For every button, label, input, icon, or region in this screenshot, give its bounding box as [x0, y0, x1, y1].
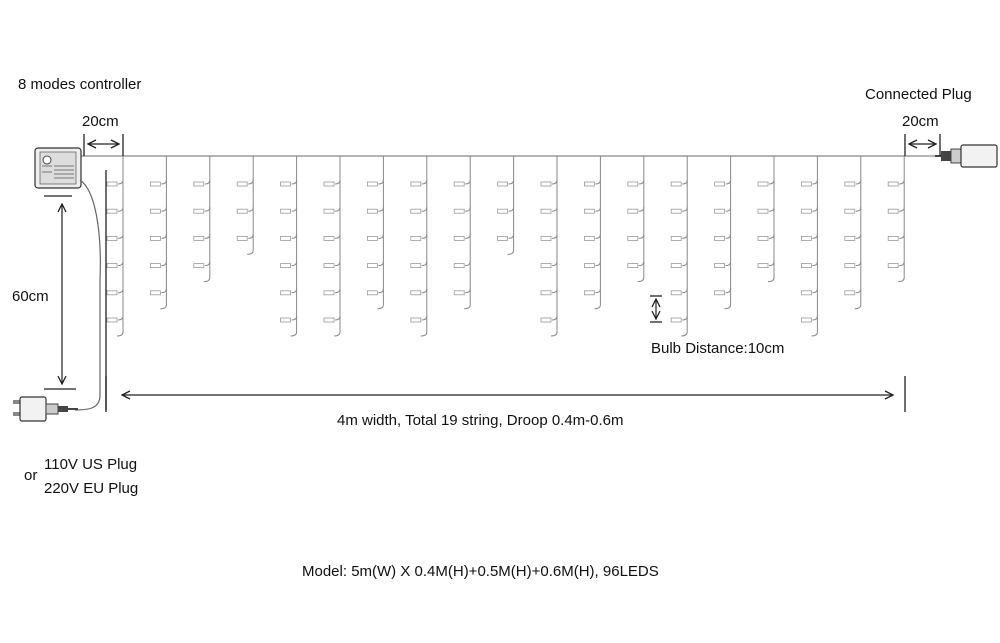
- bulb-connector: [726, 180, 731, 184]
- bulb-connector: [682, 207, 687, 211]
- led-bulb: [150, 264, 160, 268]
- led-bulb: [411, 236, 421, 240]
- led-bulb: [845, 264, 855, 268]
- bulb-connector: [726, 289, 731, 293]
- bulb-connector: [812, 262, 817, 266]
- strand-wire: [638, 156, 644, 282]
- led-bulb: [281, 236, 291, 240]
- bulb-connector: [378, 180, 383, 184]
- led-bulb: [411, 318, 421, 322]
- led-bulb: [541, 236, 551, 240]
- bulb-connector: [682, 262, 687, 266]
- led-bulb: [801, 291, 811, 295]
- light-strand: [411, 156, 427, 336]
- led-bulb: [498, 182, 508, 186]
- bulb-connector: [161, 180, 166, 184]
- bulb-connector: [248, 207, 253, 211]
- led-bulb: [541, 291, 551, 295]
- led-bulb: [584, 264, 594, 268]
- bulb-connector: [639, 180, 644, 184]
- led-bulb: [324, 236, 334, 240]
- bulb-connector: [899, 180, 904, 184]
- led-bulb: [671, 182, 681, 186]
- bulb-connector: [292, 180, 297, 184]
- led-bulb: [411, 209, 421, 213]
- bulb-connector: [292, 316, 297, 320]
- bulb-connector: [118, 316, 123, 320]
- bulb-connector: [552, 180, 557, 184]
- bulb-connector: [378, 234, 383, 238]
- bulb-connector: [292, 262, 297, 266]
- bulb-connector: [378, 207, 383, 211]
- led-bulb: [194, 264, 204, 268]
- light-strand: [541, 156, 557, 336]
- strand-wire: [204, 156, 210, 282]
- bulb-connector: [248, 234, 253, 238]
- led-bulb: [801, 182, 811, 186]
- bulb-connector: [856, 289, 861, 293]
- led-bulb: [801, 318, 811, 322]
- bulb-connector: [595, 289, 600, 293]
- bulb-connector: [682, 289, 687, 293]
- bulb-connector: [509, 207, 514, 211]
- strand-wire: [464, 156, 470, 309]
- light-strand: [628, 156, 644, 282]
- bulb-connector: [205, 207, 210, 211]
- bulb-connector: [118, 180, 123, 184]
- led-bulb: [498, 209, 508, 213]
- led-bulb: [367, 209, 377, 213]
- strand-wire: [768, 156, 774, 282]
- led-bulb: [454, 182, 464, 186]
- led-bulb: [237, 182, 247, 186]
- bulb-connector: [639, 207, 644, 211]
- strand-wire: [377, 156, 383, 309]
- led-bulb: [715, 209, 725, 213]
- bulb-connector: [552, 289, 557, 293]
- mains-plug-icon: [13, 397, 78, 421]
- led-bulb: [715, 291, 725, 295]
- led-bulb: [801, 236, 811, 240]
- led-bulb: [888, 182, 898, 186]
- led-bulb: [888, 209, 898, 213]
- led-bulb: [671, 236, 681, 240]
- bulb-connector: [595, 234, 600, 238]
- bulb-connector: [378, 289, 383, 293]
- bulb-connector: [335, 207, 340, 211]
- led-bulb: [454, 209, 464, 213]
- led-bulb: [107, 209, 117, 213]
- led-bulb: [541, 318, 551, 322]
- bulb-connector: [856, 234, 861, 238]
- bulb-connector: [899, 234, 904, 238]
- led-bulb: [584, 209, 594, 213]
- bulb-connector: [161, 207, 166, 211]
- bulb-connector: [292, 234, 297, 238]
- bulb-connector: [118, 289, 123, 293]
- led-bulb: [281, 291, 291, 295]
- led-bulb: [541, 182, 551, 186]
- bulb-connector: [248, 180, 253, 184]
- bulb-connector: [899, 262, 904, 266]
- bulb-connector: [812, 316, 817, 320]
- led-bulb: [411, 182, 421, 186]
- bulb-connector: [812, 289, 817, 293]
- bulb-connector: [595, 207, 600, 211]
- light-strand: [758, 156, 774, 282]
- led-bulb: [150, 236, 160, 240]
- light-strand: [324, 156, 340, 336]
- led-bulb: [758, 264, 768, 268]
- bulb-connector: [118, 234, 123, 238]
- led-bulb: [194, 182, 204, 186]
- left-spacing-label: 20cm: [82, 113, 119, 130]
- led-bulb: [628, 209, 638, 213]
- led-bulb: [454, 291, 464, 295]
- bulb-connector: [509, 180, 514, 184]
- light-strand: [150, 156, 166, 309]
- bulb-connector: [595, 262, 600, 266]
- light-strand: [498, 156, 514, 254]
- bulb-connector: [726, 207, 731, 211]
- led-bulb: [281, 318, 291, 322]
- light-strand: [454, 156, 470, 309]
- bulb-connector: [509, 234, 514, 238]
- led-bulb: [454, 264, 464, 268]
- strand-wire: [160, 156, 166, 309]
- bulb-connector: [335, 234, 340, 238]
- led-bulb: [107, 182, 117, 186]
- led-bulb: [584, 291, 594, 295]
- led-bulb: [324, 318, 334, 322]
- left-spacing-dimension: [84, 134, 123, 156]
- bulb-connector: [899, 207, 904, 211]
- bulb-connector: [161, 262, 166, 266]
- led-bulb: [888, 236, 898, 240]
- eu-plug-label: 220V EU Plug: [44, 480, 139, 497]
- bulb-connector: [769, 234, 774, 238]
- bulb-connector: [335, 316, 340, 320]
- bulb-connector: [378, 262, 383, 266]
- bulb-connector: [118, 207, 123, 211]
- led-bulb: [845, 291, 855, 295]
- bulb-connector: [465, 207, 470, 211]
- right-spacing-label: 20cm: [902, 113, 939, 130]
- bulb-connector: [856, 262, 861, 266]
- led-bulb: [411, 291, 421, 295]
- strand-wire: [247, 156, 253, 254]
- power-lead-wire: [75, 180, 100, 410]
- bulb-connector: [422, 234, 427, 238]
- bulb-connector: [422, 180, 427, 184]
- bulb-connector: [769, 180, 774, 184]
- led-bulb: [281, 264, 291, 268]
- led-bulb: [671, 291, 681, 295]
- bulb-connector: [639, 262, 644, 266]
- led-bulb: [628, 182, 638, 186]
- bulb-connector: [422, 207, 427, 211]
- us-plug-label: 110V US Plug: [44, 456, 138, 473]
- led-bulb: [367, 182, 377, 186]
- led-bulb: [150, 291, 160, 295]
- bulb-connector: [812, 207, 817, 211]
- led-bulb: [194, 209, 204, 213]
- model-label: Model: 5m(W) X 0.4M(H)+0.5M(H)+0.6M(H), 96LEDS: [302, 563, 659, 580]
- plug-or-label: or: [24, 467, 38, 484]
- controller-box-icon: [35, 148, 81, 188]
- light-strand: [845, 156, 861, 309]
- light-strand: [888, 156, 904, 282]
- light-strand: [107, 156, 123, 336]
- bulb-connector: [682, 180, 687, 184]
- bulb-connector: [335, 262, 340, 266]
- lead-length-label: 60cm: [12, 288, 49, 305]
- led-bulb: [237, 236, 247, 240]
- light-strand: [194, 156, 210, 282]
- bulb-connector: [292, 289, 297, 293]
- led-bulb: [845, 209, 855, 213]
- light-strand: [584, 156, 600, 309]
- bulb-distance-dimension: [650, 296, 662, 322]
- led-bulb: [324, 209, 334, 213]
- bulb-connector: [812, 234, 817, 238]
- led-bulb: [715, 236, 725, 240]
- right-spacing-dimension: [905, 134, 940, 156]
- bulb-connector: [292, 207, 297, 211]
- led-bulb: [150, 209, 160, 213]
- bulb-connector: [465, 262, 470, 266]
- led-bulb: [758, 236, 768, 240]
- led-bulb: [628, 264, 638, 268]
- bulb-connector: [335, 180, 340, 184]
- led-bulb: [324, 264, 334, 268]
- bulb-connector: [552, 262, 557, 266]
- light-strands: [107, 156, 904, 336]
- connected-plug-label: Connected Plug: [865, 86, 972, 103]
- bulb-connector: [422, 289, 427, 293]
- led-bulb: [758, 209, 768, 213]
- led-bulb: [498, 236, 508, 240]
- bulb-connector: [769, 262, 774, 266]
- bulb-connector: [161, 234, 166, 238]
- bulb-connector: [769, 207, 774, 211]
- led-bulb: [584, 236, 594, 240]
- led-bulb: [367, 264, 377, 268]
- bulb-connector: [161, 289, 166, 293]
- strand-wire: [855, 156, 861, 309]
- controller-label: 8 modes controller: [18, 76, 142, 93]
- strand-wire: [725, 156, 731, 309]
- led-bulb: [715, 182, 725, 186]
- led-bulb: [715, 264, 725, 268]
- bulb-connector: [465, 180, 470, 184]
- bulb-connector: [118, 262, 123, 266]
- led-bulb: [541, 264, 551, 268]
- light-strand: [281, 156, 297, 336]
- led-bulb: [845, 236, 855, 240]
- bulb-connector: [812, 180, 817, 184]
- led-bulb: [454, 236, 464, 240]
- light-strand: [367, 156, 383, 309]
- led-bulb: [801, 264, 811, 268]
- led-bulb: [888, 264, 898, 268]
- bulb-connector: [856, 180, 861, 184]
- led-bulb: [541, 209, 551, 213]
- bulb-distance-label: Bulb Distance:10cm: [651, 340, 785, 357]
- light-strand: [237, 156, 253, 254]
- width-dimension: [106, 376, 905, 412]
- light-strand: [671, 156, 687, 336]
- led-bulb: [671, 209, 681, 213]
- led-bulb: [194, 236, 204, 240]
- led-bulb: [324, 291, 334, 295]
- bulb-connector: [682, 234, 687, 238]
- bulb-connector: [856, 207, 861, 211]
- led-bulb: [367, 236, 377, 240]
- led-bulb: [671, 318, 681, 322]
- led-bulb: [801, 209, 811, 213]
- led-bulb: [150, 182, 160, 186]
- led-bulb: [324, 182, 334, 186]
- bulb-connector: [422, 316, 427, 320]
- led-bulb: [281, 182, 291, 186]
- led-bulb: [367, 291, 377, 295]
- bulb-connector: [335, 289, 340, 293]
- bulb-connector: [639, 234, 644, 238]
- strand-wire: [898, 156, 904, 282]
- led-bulb: [281, 209, 291, 213]
- bulb-connector: [726, 262, 731, 266]
- led-bulb: [758, 182, 768, 186]
- width-summary-label: 4m width, Total 19 string, Droop 0.4m-0.6m: [337, 412, 624, 429]
- strand-wire: [594, 156, 600, 309]
- led-bulb: [845, 182, 855, 186]
- led-bulb: [584, 182, 594, 186]
- bulb-connector: [205, 234, 210, 238]
- bulb-connector: [552, 316, 557, 320]
- bulb-connector: [552, 207, 557, 211]
- led-bulb: [237, 209, 247, 213]
- bulb-connector: [205, 262, 210, 266]
- bulb-connector: [726, 234, 731, 238]
- bulb-connector: [205, 180, 210, 184]
- led-bulb: [107, 236, 117, 240]
- connector-plug-icon: [935, 145, 997, 167]
- bulb-connector: [552, 234, 557, 238]
- bulb-connector: [465, 234, 470, 238]
- bulb-connector: [465, 289, 470, 293]
- bulb-connector: [422, 262, 427, 266]
- led-bulb: [107, 318, 117, 322]
- led-bulb: [107, 291, 117, 295]
- bulb-connector: [682, 316, 687, 320]
- led-bulb: [628, 236, 638, 240]
- led-bulb: [411, 264, 421, 268]
- bulb-connector: [595, 180, 600, 184]
- light-strand: [715, 156, 731, 309]
- light-strand: [801, 156, 817, 336]
- strand-wire: [508, 156, 514, 254]
- led-bulb: [107, 264, 117, 268]
- led-bulb: [671, 264, 681, 268]
